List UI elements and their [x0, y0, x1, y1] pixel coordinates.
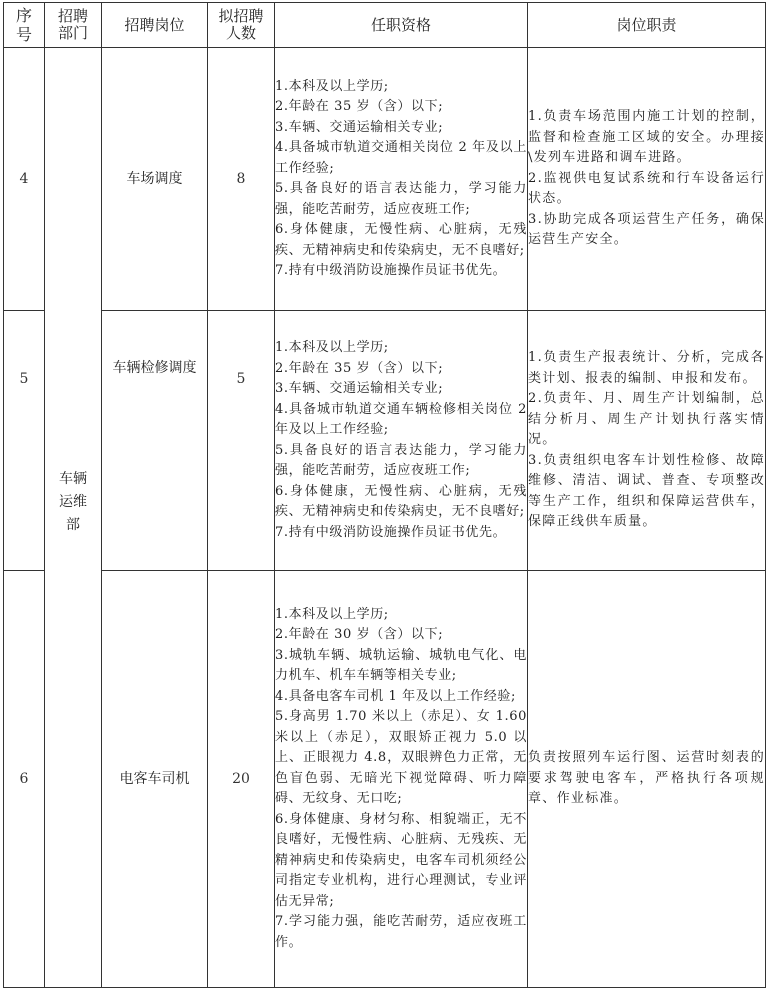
qualification-item: 2.年龄在 30 岁（含）以下;	[275, 627, 444, 643]
duties-cell	[528, 311, 766, 571]
headcount-cell: 5	[208, 311, 275, 571]
seq-cell: 6	[4, 571, 45, 988]
duty-item: 3.负责组织电客车计划性检修、故障维修、清洁、调试、普查、专项整改等生产工作，组织和保障运营供车，保障正线供车质量。	[528, 452, 765, 530]
header-row	[4, 3, 766, 48]
table-row	[4, 571, 766, 988]
qualification-item: 6.身体健康，无慢性病、心脏病，无残疾、无精神病史和传染病史，无不良嗜好;	[275, 222, 527, 258]
qualification-item: 6.身体健康，无慢性病、心脏病，无残疾、无精神病史和传染病史，无不良嗜好;	[275, 483, 527, 519]
qualification-item: 5.具备良好的语言表达能力，学习能力强，能吃苦耐劳，适应夜班工作;	[275, 442, 527, 478]
qualification-item: 4.具备城市轨道交通相关岗位 2 年及以上工作经验;	[275, 140, 527, 176]
qualification-item: 3.城轨车辆、城轨运输、城轨电气化、电力机车、机车车辆等相关专业;	[275, 647, 527, 684]
qualifications-cell	[275, 571, 528, 988]
headcount-cell: 8	[208, 48, 275, 311]
duty-item: 负责按照列车运行图、运营时刻表的要求驾驶电客车，严格执行各项规章、作业标准。	[528, 750, 765, 807]
duty-item: 2.负责年、月、周生产计划编制，总结分析月、周生产计划执行落实情况。	[528, 391, 765, 448]
qualification-item: 1.本科及以上学历;	[275, 606, 389, 622]
seq-cell: 4	[4, 48, 45, 311]
qualification-item: 3.车辆、交通运输相关专业;	[275, 119, 444, 135]
qualifications-cell	[275, 311, 528, 571]
position-cell: 电客车司机	[102, 571, 208, 988]
seq-cell: 5	[4, 311, 45, 571]
table-row	[4, 311, 766, 571]
duty-item: 1.负责生产报表统计、分析，完成各类计划、报表的编制、申报和发布。	[528, 350, 765, 386]
position-cell: 车场调度	[102, 48, 208, 311]
duties-cell	[528, 571, 766, 988]
duty-item: 3.协助完成各项运营生产任务，确保运营生产安全。	[528, 211, 765, 248]
qualifications-cell	[275, 48, 528, 311]
qualification-item: 3.车辆、交通运输相关专业;	[275, 381, 444, 396]
position-cell: 车辆检修调度	[102, 311, 208, 571]
qualification-item: 1.本科及以上学历;	[275, 78, 389, 94]
department-cell: 车辆运维部	[45, 48, 102, 988]
header-qualifications: 任职资格	[275, 3, 528, 48]
qualification-item: 2.年龄在 35 岁（含）以下;	[275, 360, 444, 376]
headcount-cell: 20	[208, 571, 275, 988]
header-seq: 序号	[4, 3, 45, 48]
duty-item: 1.负责车场范围内施工计划的控制，监督和检查施工区域的安全。办理接\发列车进路和调车进路。	[528, 109, 765, 166]
qualification-item: 7.持有中级消防设施操作员证书优先。	[275, 524, 507, 540]
qualification-item: 2.年龄在 35 岁（含）以下;	[275, 99, 444, 114]
qualification-item: 4.具备城市轨道交通车辆检修相关岗位 2 年及以上工作经验;	[275, 401, 527, 437]
qualification-item: 4.具备电客车司机 1 年及以上工作经验;	[275, 688, 516, 704]
qualification-item: 5.具备良好的语言表达能力，学习能力强，能吃苦耐劳，适应夜班工作;	[275, 181, 527, 217]
qualification-item: 6.身体健康、身材匀称、相貌端正，无不良嗜好，无慢性病、心脏病、无残疾、无精神病史和传染病史，电客车司机须经公司指定专业机构，进行心理测试，专业评估无异常;	[275, 811, 527, 909]
header-duties: 岗位职责	[528, 3, 766, 48]
qualification-item: 1.本科及以上学历;	[275, 340, 389, 355]
recruitment-table	[3, 2, 766, 988]
header-headcount: 拟招聘人数	[208, 3, 275, 48]
qualification-item: 7.持有中级消防设施操作员证书优先。	[275, 263, 507, 278]
header-position: 招聘岗位	[102, 3, 208, 48]
duty-item: 2.监视供电复试系统和行车设备运行状态。	[528, 170, 765, 207]
qualification-item: 7.学习能力强，能吃苦耐劳，适应夜班工作。	[275, 914, 527, 950]
qualification-item: 5.身高男 1.70 米以上（赤足）、女 1.60 米以上（赤足），双眼矫正视力 5.0 以上、正眼视力 4.8，双眼辨色力正常，无色盲色弱、无暗光下视觉障碍、听力障碍、无纹身、无口吃;	[275, 709, 527, 807]
table-row	[4, 48, 766, 311]
header-dept: 招聘部门	[45, 3, 102, 48]
duties-cell	[528, 48, 766, 311]
